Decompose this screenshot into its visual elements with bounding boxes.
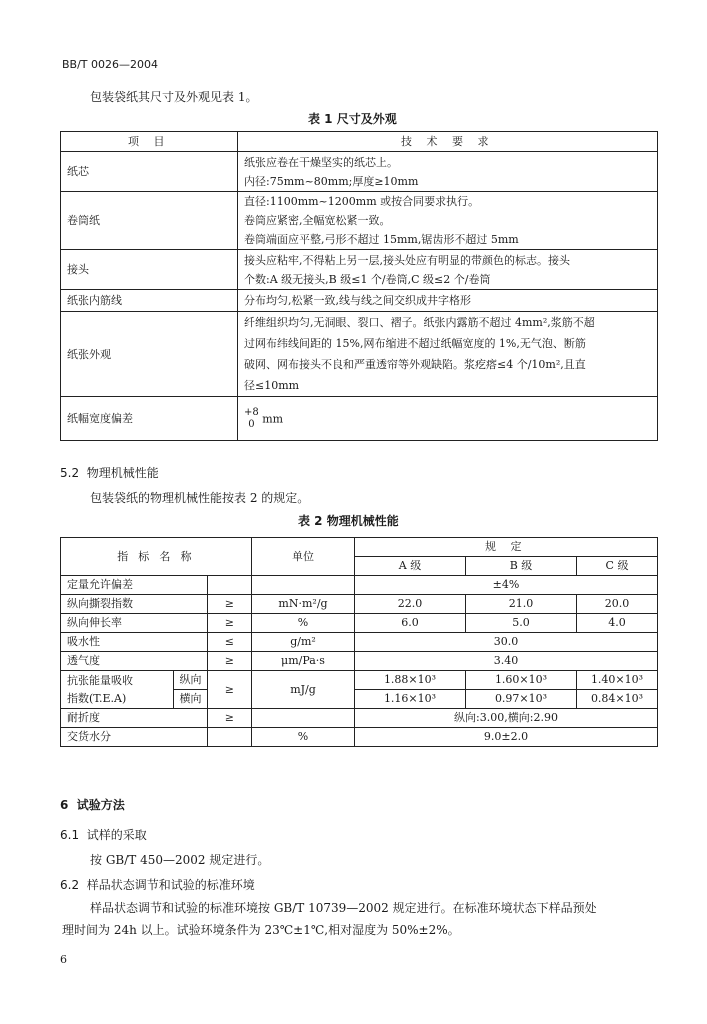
row-name: 吸水性 [61,633,208,652]
table-row [61,652,658,671]
table-row [61,576,658,595]
table-row [61,633,658,652]
tea-unit: mJ/g [252,671,355,709]
row-value: 6.0 [355,614,466,633]
physical-properties-table [60,537,658,747]
size-appearance-table [60,131,658,441]
row-item: 纸张外观 [61,312,238,397]
paragraph-line: 理时间为 24h 以上。试验环境条件为 23℃±1℃,相对湿度为 50%±2%。 [62,923,460,937]
row-value: 3.40 [355,652,658,671]
unit-header: 单位 [252,538,355,576]
row-value: 20.0 [577,595,658,614]
document-code: BB/T 0026—2004 [62,58,159,71]
row-unit [252,576,355,595]
paragraph: 包装袋纸的物理机械性能按表 2 的规定。 [90,491,310,505]
row-item: 卷筒纸 [61,192,238,250]
row-item: 接头 [61,250,238,290]
row-value: 22.0 [355,595,466,614]
table-row [61,709,658,728]
row-requirement: 纸张应卷在干燥坚实的纸芯上。 内径:75mm~80mm;厚度≥10mm [238,152,658,192]
row-name: 透气度 [61,652,208,671]
row-requirement: 接头应粘牢,不得粘上另一层,接头处应有明显的带颜色的标志。接头 个数:A 级无接头,B 级≤1 个/卷筒,C 级≤2 个/卷筒 [238,250,658,290]
width-tolerance [238,397,658,441]
requirement-header: 技 术 要 求 [238,132,658,152]
row-value: 0.84×10³ [577,690,658,709]
row-value: 纵向:3.00,横向:2.90 [355,709,658,728]
row-op: ≥ [207,709,251,728]
row-requirement: 纤维组织均匀,无洞眼、裂口、褶子。纸张内露筋不超过 4mm²,浆筋不超 过网布纬线间距的 15%,网布缩进不超过纸幅宽度的 1%,无气泡、断筋 破网、网布接头不良和严重透帘等外观缺陷。浆疙瘩≤4 个/10m²,且直 径≤10mm [238,312,658,397]
row-op: ≥ [207,595,251,614]
row-name: 纵向伸长率 [61,614,208,633]
row-op: ≥ [207,614,251,633]
grade-b-header: B 级 [466,557,577,576]
row-name: 耐折度 [61,709,208,728]
table1-caption: 表 1 尺寸及外观 [308,112,397,126]
grade-c-header: C 级 [577,557,658,576]
section-heading: 6 试验方法 [60,798,125,812]
row-unit: μm/Pa·s [252,652,355,671]
tolerance-unit: mm [262,412,284,425]
table-row [61,290,658,312]
table-row [61,250,658,290]
tea-op: ≥ [207,671,251,709]
name-header: 指 标 名 称 [61,538,252,576]
table-row [61,671,658,690]
row-value: 1.88×10³ [355,671,466,690]
row-value: 4.0 [577,614,658,633]
row-value: 1.60×10³ [466,671,577,690]
tea-name: 抗张能量吸收 指数(T.E.A) [61,671,174,709]
section-heading: 5.2 物理机械性能 [60,466,159,480]
table-header-row [61,132,658,152]
section-heading: 6.2 样品状态调节和试验的标准环境 [60,878,255,892]
tea-dir: 横向 [174,690,207,709]
row-item: 纸芯 [61,152,238,192]
row-name: 纵向撕裂指数 [61,595,208,614]
row-requirement: 直径:1100mm~1200mm 或按合同要求执行。 卷筒应紧密,全幅宽松紧一致。 卷筒端面应平整,弓形不超过 15mm,锯齿形不超过 5mm [238,192,658,250]
row-value: ±4% [355,576,658,595]
row-op: ≤ [207,633,251,652]
row-value: 5.0 [466,614,577,633]
table-row [61,152,658,192]
row-op: ≥ [207,652,251,671]
table-row [61,192,658,250]
paragraph: 按 GB/T 450—2002 规定进行。 [90,853,270,867]
row-op [207,576,251,595]
row-unit: mN·m²/g [252,595,355,614]
row-op [207,728,251,747]
table-row [61,595,658,614]
spec-header: 规 定 [355,538,658,557]
row-requirement: 分布均匀,松紧一致,线与线之间交织成井字格形 [238,290,658,312]
row-value: 30.0 [355,633,658,652]
row-value: 9.0±2.0 [355,728,658,747]
page-number: 6 [60,953,67,966]
row-value: 1.16×10³ [355,690,466,709]
intro-paragraph: 包装袋纸其尺寸及外观见表 1。 [90,90,258,104]
table2-caption: 表 2 物理机械性能 [298,514,399,528]
tea-dir: 纵向 [174,671,207,690]
table-row [61,397,658,441]
tolerance-minus: 0 [248,418,255,430]
row-value: 21.0 [466,595,577,614]
row-item: 纸张内筋线 [61,290,238,312]
row-name: 定量允许偏差 [61,576,208,595]
row-unit: % [252,728,355,747]
tolerance-plus: +8 [244,406,259,418]
table-row [61,728,658,747]
row-name: 交货水分 [61,728,208,747]
table-row [61,614,658,633]
grade-a-header: A 级 [355,557,466,576]
row-unit [252,709,355,728]
paragraph-line: 样品状态调节和试验的标准环境按 GB/T 10739—2002 规定进行。在标准环境状态下样品预处 [90,901,597,915]
table-row [61,312,658,397]
row-value: 1.40×10³ [577,671,658,690]
row-unit: g/m² [252,633,355,652]
row-item: 纸幅宽度偏差 [61,397,238,441]
section-heading: 6.1 试样的采取 [60,828,147,842]
table-header-row [61,538,658,557]
item-header: 项 目 [61,132,238,152]
row-unit: % [252,614,355,633]
row-value: 0.97×10³ [466,690,577,709]
